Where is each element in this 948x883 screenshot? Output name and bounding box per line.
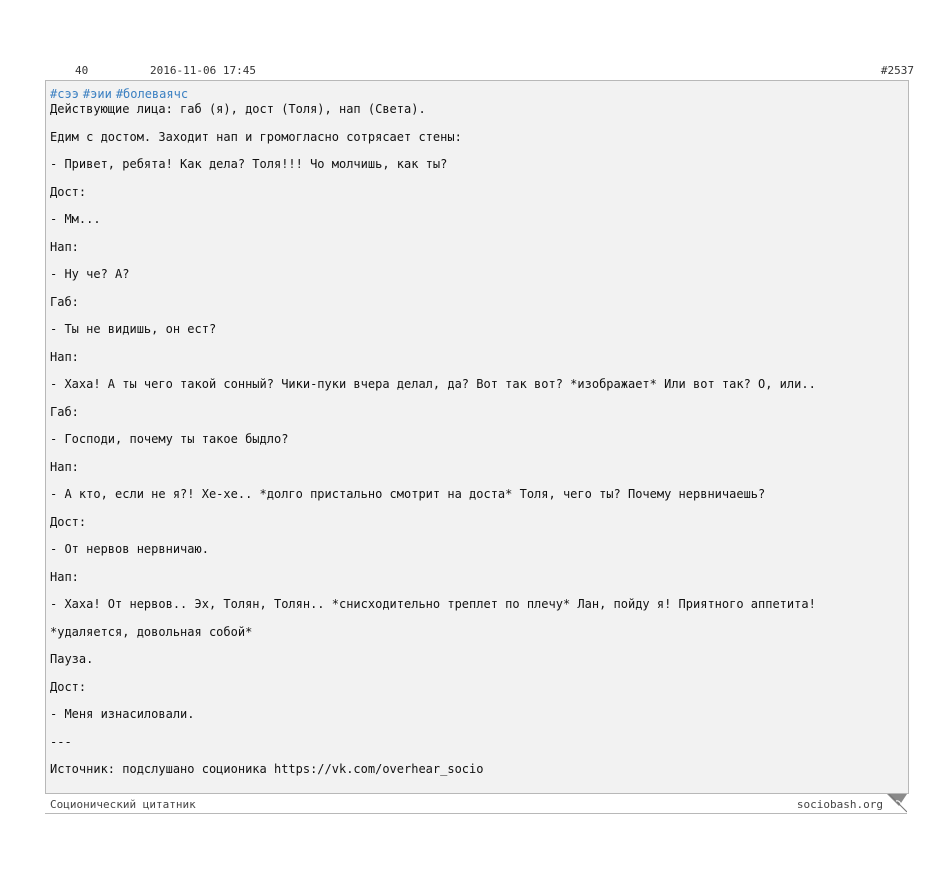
quote-body <box>45 80 909 794</box>
quote-line: Нап: <box>50 239 79 254</box>
quote-card <box>45 62 914 814</box>
quote-line: Источник: подслушано соционика https://vk.com/overhear_socio <box>50 762 484 776</box>
quote-line: - Ну че? А? <box>50 267 130 281</box>
quote-line: Дост: <box>50 184 87 199</box>
tag-list <box>50 87 904 102</box>
quote-line: Нап: <box>50 349 79 364</box>
site-name: Соционический цитатник <box>50 798 196 811</box>
tag-link[interactable]: #сээ <box>50 87 79 101</box>
quote-footer <box>45 794 907 814</box>
quote-line: Едим с достом. Заходит нап и громогласно сотрясает стены: <box>50 129 462 144</box>
quote-meta <box>45 62 914 80</box>
quote-line: - Меня изнасиловали. <box>50 707 195 721</box>
quote-line: - Ты не видишь, он ест? <box>50 322 217 336</box>
page-curl-icon <box>887 794 907 813</box>
quote-line: Нап: <box>50 569 79 584</box>
quote-line: Пауза. <box>50 652 94 666</box>
quote-line: - Хаха! А ты чего такой сонный? Чики-пуки вчера делал, да? Вот так вот? *изображает* Или вот так? О, или.. <box>50 377 816 391</box>
quote-line: Дост: <box>50 679 87 694</box>
quote-line: Габ: <box>50 294 79 309</box>
quote-line: - Хаха! От нервов.. Эх, Толян, Толян.. *снисходительно треплет по плечу* Лан, пойду я! Приятного аппетита! <box>50 597 816 611</box>
site-domain-link[interactable]: sociobash.org <box>796 798 883 811</box>
tag-link[interactable]: #болеваячс <box>115 87 189 101</box>
quote-line: --- <box>50 734 72 749</box>
quote-rating: 40 <box>75 64 89 77</box>
quote-text <box>50 102 904 777</box>
quote-date: 2016-11-06 17:45 <box>150 64 256 77</box>
quote-line: - Привет, ребята! Как дела? Толя!!! Чо молчишь, как ты? <box>50 157 448 171</box>
tag-link[interactable]: #эии <box>82 87 112 101</box>
quote-line: Габ: <box>50 404 79 419</box>
quote-line: - А кто, если не я?! Хе-хе.. *долго пристально смотрит на доста* Толя, чего ты? Почему нервничаешь? <box>50 487 766 501</box>
quote-line: - Господи, почему ты такое быдло? <box>50 432 289 446</box>
quote-line: *удаляется, довольная собой* <box>50 624 253 639</box>
quote-number-link[interactable]: #2537 <box>880 64 914 77</box>
quote-line: Действующие лица: габ (я), дост (Толя), нап (Света). <box>50 102 426 116</box>
quote-line: - От нервов нервничаю. <box>50 542 209 556</box>
quote-line: - Мм... <box>50 212 101 226</box>
quote-line: Нап: <box>50 459 79 474</box>
quote-line: Дост: <box>50 514 87 529</box>
